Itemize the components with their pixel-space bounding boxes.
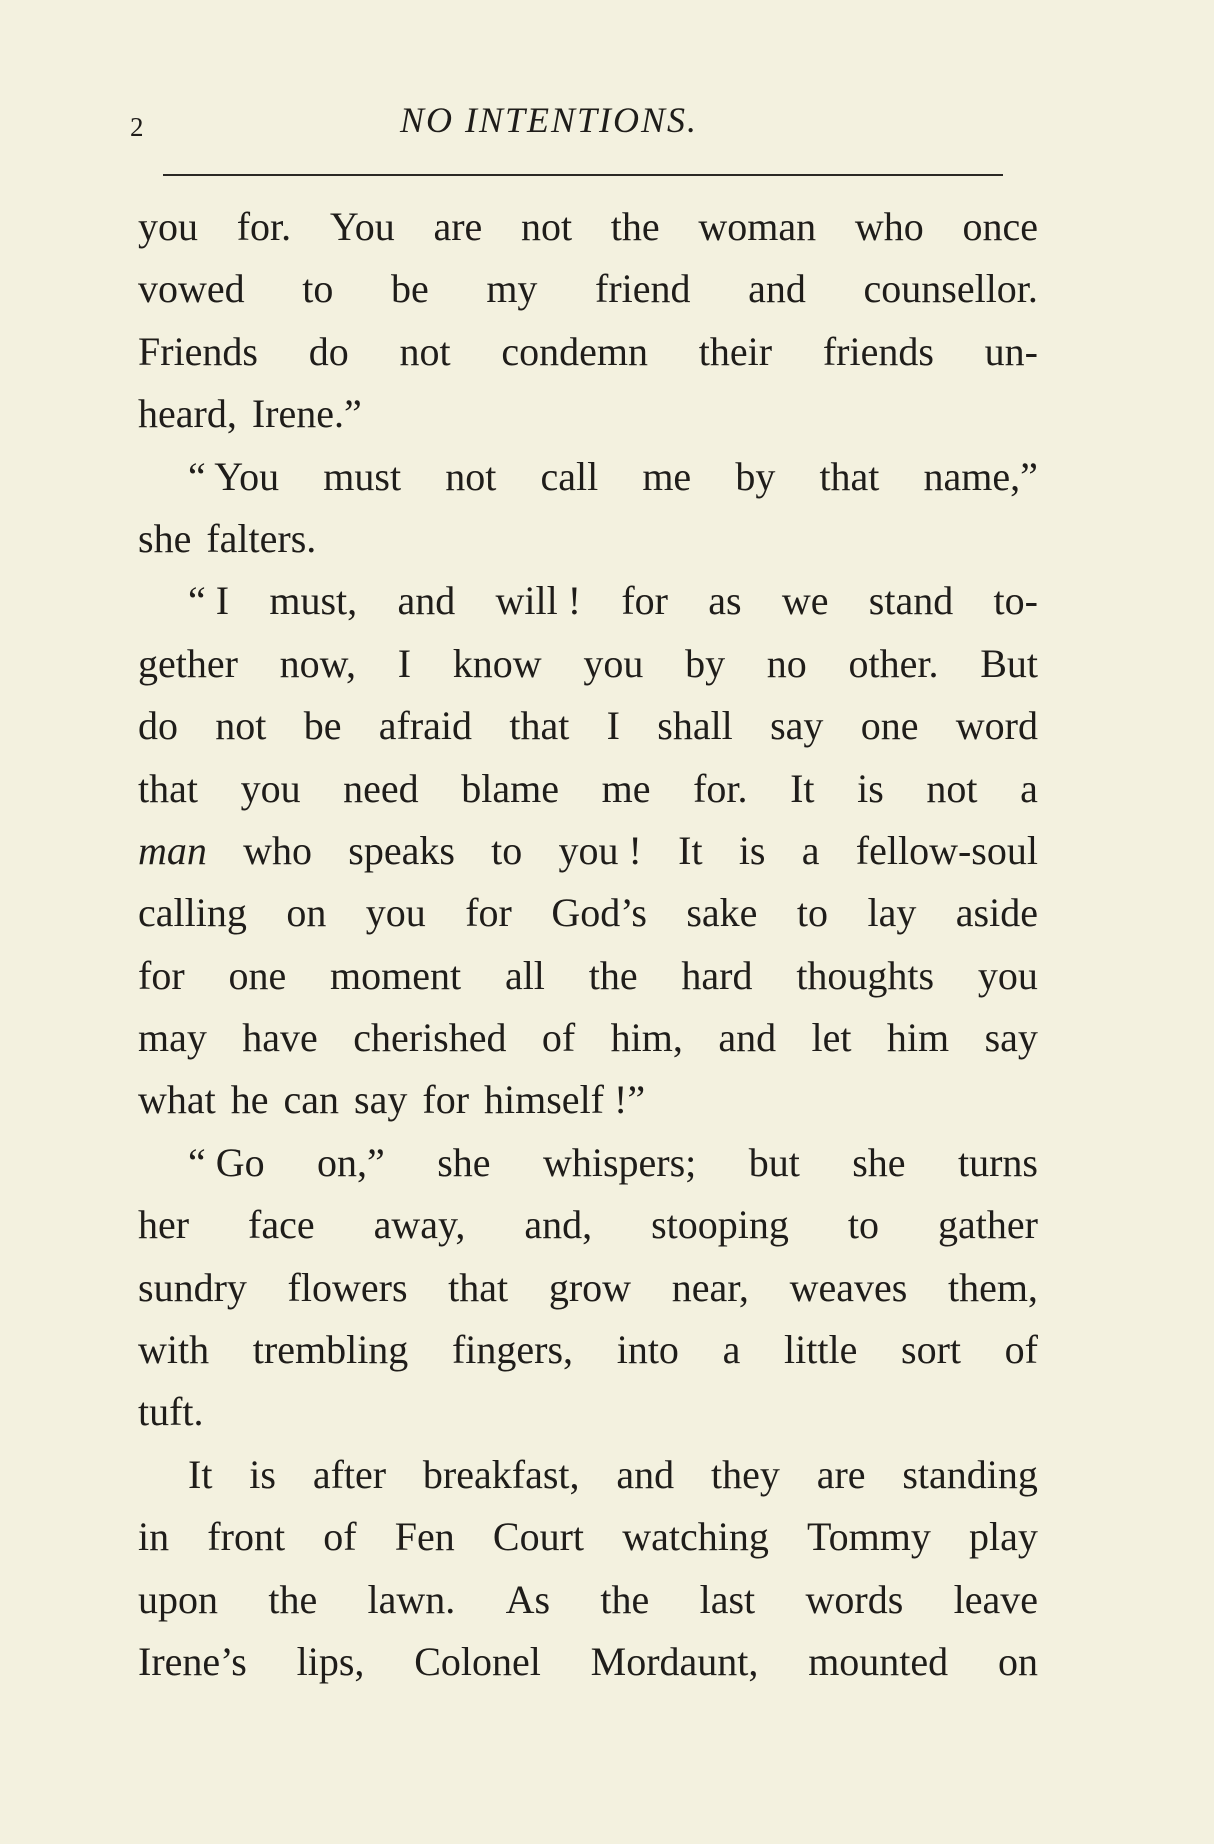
word: trembling [252, 1327, 409, 1373]
word: that [509, 703, 570, 749]
text-line [138, 446, 1038, 508]
page-number: 2 [130, 112, 144, 142]
word: you [240, 765, 301, 811]
word: the [600, 1576, 650, 1622]
word: she [437, 1139, 491, 1185]
word: other. [848, 640, 939, 686]
word: stooping [651, 1202, 789, 1248]
word: Colonel [414, 1638, 541, 1684]
word: be [303, 703, 342, 749]
text-line [138, 633, 1038, 695]
word: heard, [138, 391, 237, 437]
word: Court [492, 1514, 585, 1560]
word: of [541, 1015, 576, 1061]
word: Tommy [807, 1514, 931, 1560]
word: say [770, 703, 824, 749]
word: have [242, 1015, 318, 1061]
word: God’s [551, 890, 647, 936]
word: and [397, 578, 456, 624]
word: need [343, 765, 419, 811]
word: say [984, 1015, 1038, 1061]
text-line [138, 1007, 1038, 1069]
word: will ! [495, 578, 582, 624]
word: I [397, 640, 412, 686]
word: hard [681, 952, 753, 998]
word: “ Go [188, 1139, 265, 1185]
word: them, [947, 1264, 1038, 1310]
word: shall [657, 703, 733, 749]
word: You [329, 204, 395, 249]
word: who [243, 827, 313, 873]
text-line [138, 1381, 1038, 1443]
word: friends [822, 328, 934, 374]
word: may [138, 1015, 207, 1061]
word: must, [269, 578, 358, 624]
word: let [811, 1015, 852, 1061]
word: of [1004, 1327, 1038, 1373]
word: mounted [808, 1638, 949, 1684]
text-line [138, 1132, 1038, 1194]
word: they [710, 1451, 780, 1497]
word: lips, [296, 1638, 365, 1684]
word: aside [955, 890, 1038, 936]
word: that [448, 1264, 509, 1310]
word: to [796, 890, 828, 936]
word: As [505, 1576, 551, 1622]
word: woman [698, 204, 817, 249]
header-rule [163, 174, 1003, 176]
word: face [248, 1202, 315, 1248]
body-text [138, 196, 1038, 1693]
word: turns [957, 1139, 1038, 1185]
word: thoughts [796, 952, 935, 998]
word: sort [901, 1327, 961, 1373]
word: but [748, 1139, 800, 1185]
word: say [354, 1077, 408, 1123]
word: gather [937, 1202, 1038, 1248]
word: must [323, 453, 402, 499]
word: fingers, [451, 1327, 574, 1373]
text-line [138, 758, 1038, 820]
word: flowers [287, 1264, 408, 1310]
word: once [962, 204, 1038, 249]
word: calling [138, 890, 247, 936]
word: afraid [378, 703, 473, 749]
word: can [283, 1077, 340, 1123]
word: for [422, 1077, 470, 1123]
word: that [819, 453, 880, 499]
text-line [138, 695, 1038, 757]
word: name,” [923, 453, 1038, 499]
word: in [138, 1514, 170, 1560]
word: Irene.” [251, 391, 362, 437]
word: by [735, 453, 776, 499]
word: standing [902, 1451, 1038, 1497]
word: Friends [138, 328, 258, 374]
word: are [816, 1451, 866, 1497]
word: It [188, 1451, 213, 1497]
word: whispers; [542, 1139, 697, 1185]
word: It [790, 765, 815, 811]
word: me [642, 453, 692, 499]
word: do [308, 328, 349, 374]
word: him, [610, 1015, 683, 1061]
word: weaves [789, 1264, 908, 1310]
text-line [138, 1631, 1038, 1693]
word: that [138, 765, 198, 811]
word: the [588, 952, 638, 998]
word: and [748, 266, 806, 312]
word: away, [373, 1202, 466, 1248]
word: watching [622, 1514, 769, 1560]
word: It [678, 827, 703, 873]
word: himself !” [484, 1077, 646, 1123]
text-line [138, 1444, 1038, 1506]
word: breakfast, [422, 1451, 580, 1497]
text-line [138, 321, 1038, 383]
word: friend [595, 266, 691, 312]
word: to [847, 1202, 879, 1248]
word: to [302, 266, 334, 312]
running-title: NO INTENTIONS. [400, 100, 699, 140]
word: on,” [317, 1139, 385, 1185]
word: front [207, 1514, 286, 1560]
word: for [138, 952, 185, 998]
word: speaks [348, 827, 455, 873]
word: I [606, 703, 620, 749]
word: a [1020, 765, 1038, 811]
word: “ I [188, 578, 230, 624]
word: Mordaunt, [590, 1638, 759, 1684]
word: lawn. [367, 1576, 456, 1622]
word: one [228, 952, 287, 998]
word: all [504, 952, 545, 998]
text-line [138, 508, 1038, 570]
word: fellow-soul [855, 827, 1038, 873]
word: is [857, 765, 884, 811]
word: near, [671, 1264, 749, 1310]
word: we [781, 578, 829, 624]
text-line [138, 1257, 1038, 1319]
word: the [268, 1576, 318, 1622]
word: man [138, 827, 207, 873]
word: a [722, 1327, 741, 1373]
word: little [784, 1327, 858, 1373]
text-line [138, 1194, 1038, 1256]
word: as [708, 578, 742, 624]
word: cherished [353, 1015, 507, 1061]
word: and [718, 1015, 777, 1061]
running-head [0, 100, 1214, 148]
word: he [230, 1077, 269, 1123]
word: sake [686, 890, 758, 936]
word: gether [138, 640, 238, 686]
word: un- [984, 328, 1038, 374]
text-line [138, 1506, 1038, 1568]
word: you [138, 204, 198, 249]
text-line [138, 882, 1038, 944]
word: not [215, 703, 267, 749]
word: for [465, 890, 512, 936]
word: But [980, 640, 1038, 686]
word: by [685, 640, 726, 686]
word: sundry [138, 1264, 247, 1310]
word: play [969, 1514, 1038, 1560]
word: are [433, 204, 483, 249]
text-line [138, 820, 1038, 882]
word: “ You [188, 453, 280, 499]
word: know [452, 640, 542, 686]
text-line [138, 383, 1038, 445]
text-line [138, 196, 1038, 258]
word: for. [236, 204, 292, 249]
word: on [286, 890, 327, 936]
word: Irene’s [138, 1638, 247, 1684]
word: is [249, 1451, 276, 1497]
word: stand [868, 578, 954, 624]
word: what [138, 1077, 216, 1123]
word: tuft. [138, 1389, 204, 1435]
word: and [616, 1451, 675, 1497]
word: moment [330, 952, 462, 998]
text-line [138, 1569, 1038, 1631]
word: not [520, 204, 573, 249]
word: be [390, 266, 429, 312]
word: upon [138, 1576, 218, 1622]
word: into [616, 1327, 679, 1373]
word: call [540, 453, 599, 499]
word: him [886, 1015, 950, 1061]
text-line [138, 258, 1038, 320]
word: not [926, 765, 978, 811]
word: words [805, 1576, 904, 1622]
word: condemn [501, 328, 648, 374]
word: not [445, 453, 497, 499]
word: to- [993, 578, 1038, 624]
word: you ! [558, 827, 642, 873]
word: a [801, 827, 820, 873]
word: her [138, 1202, 190, 1248]
word: she [138, 515, 192, 561]
word: counsellor. [863, 266, 1038, 312]
word: word [955, 703, 1038, 749]
word: blame [461, 765, 560, 811]
word: the [610, 204, 660, 249]
word: you [365, 890, 426, 936]
word: me [601, 765, 651, 811]
word: who [854, 204, 924, 249]
text-line [138, 1069, 1038, 1131]
word: after [312, 1451, 387, 1497]
word: on [997, 1638, 1038, 1684]
word: is [738, 827, 766, 873]
word: for [621, 578, 668, 624]
word: for. [693, 765, 748, 811]
word: their [698, 328, 773, 374]
text-line [138, 945, 1038, 1007]
word: vowed [138, 266, 245, 312]
word: Fen [394, 1514, 455, 1560]
word: no [766, 640, 807, 686]
word: do [138, 703, 178, 749]
word: not [399, 328, 451, 374]
word: now, [279, 640, 356, 686]
word: falters. [206, 515, 317, 561]
word: grow [548, 1264, 632, 1310]
word: you [977, 952, 1038, 998]
word: lay [867, 890, 917, 936]
word: to [491, 827, 523, 873]
text-line [138, 1319, 1038, 1381]
word: last [699, 1576, 756, 1622]
word: and, [524, 1202, 593, 1248]
word: she [852, 1139, 906, 1185]
word: one [860, 703, 919, 749]
word: of [323, 1514, 357, 1560]
word: you [583, 640, 644, 686]
word: with [138, 1327, 210, 1373]
text-line [138, 570, 1038, 632]
word: leave [953, 1576, 1038, 1622]
word: my [486, 266, 538, 312]
